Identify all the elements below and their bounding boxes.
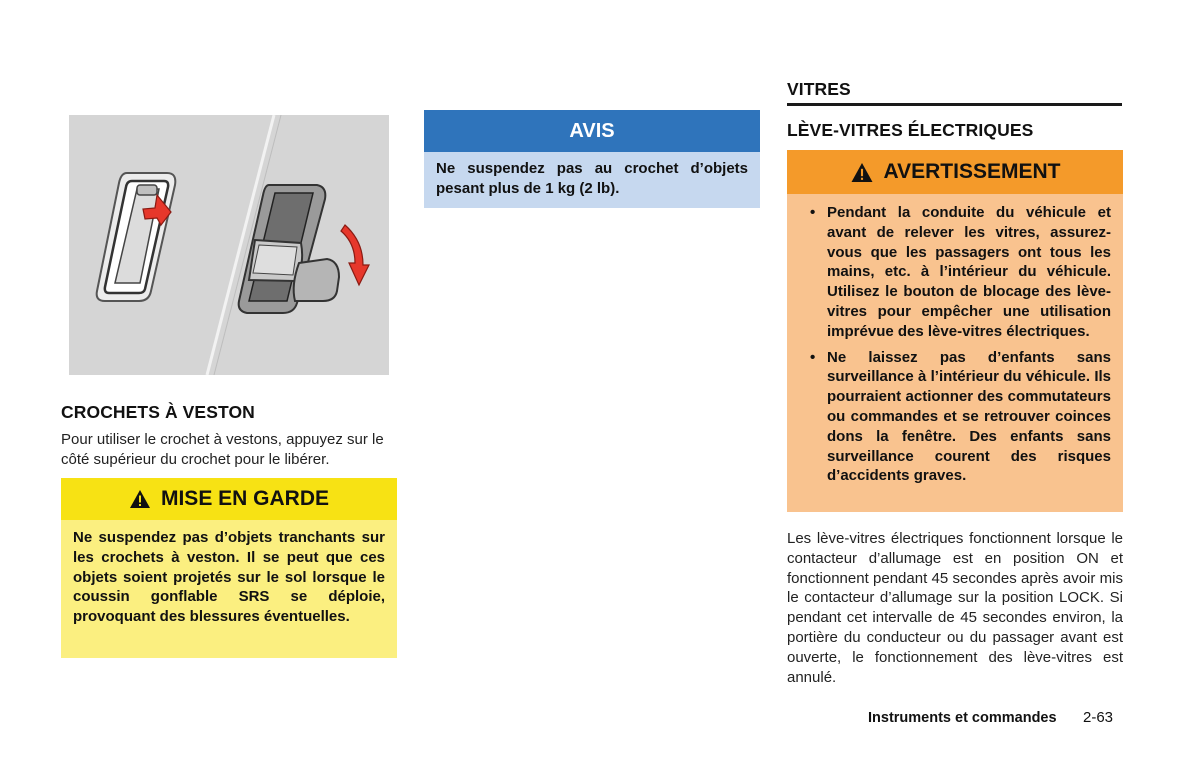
section-title-coat-hooks: CROCHETS À VESTON	[61, 402, 255, 422]
section-rule	[787, 103, 1122, 106]
subsection-title-power-windows: LÈVE-VITRES ÉLECTRIQUES	[787, 120, 1034, 140]
warning-triangle-icon	[850, 162, 874, 183]
warning-list	[799, 203, 1111, 486]
caution-text: Ne suspendez pas d’objets tranchants sur les crochets à veston. Il se peut que ces objets soient projetés sur le sol lorsque le coussin gonflable SRS se déploie, provoquant des blessures éventuelles.	[61, 520, 397, 658]
closed-hook-icon	[97, 173, 176, 301]
warning-triangle-icon	[129, 489, 151, 509]
notice-header	[424, 110, 760, 152]
section-title-windows: VITRES	[787, 79, 851, 99]
caution-title: MISE EN GARDE	[160, 487, 330, 510]
warning-text	[787, 194, 1123, 512]
coat-hook-illustration	[69, 115, 389, 375]
notice-title: AVIS	[569, 119, 615, 142]
coat-hook-instructions: Pour utiliser le crochet à vestons, appuyez sur le côté supérieur du crochet pour le libérer.	[61, 431, 384, 468]
notice-text: Ne suspendez pas au crochet d’objets pesant plus de 1 kg (2 lb).	[424, 152, 760, 208]
warning-title: AVERTISSEMENT	[883, 160, 1061, 183]
rotate-arrow-icon	[341, 225, 369, 285]
open-hook-icon	[239, 185, 339, 313]
coat-hook-drawing	[69, 115, 389, 375]
power-windows-description: Les lève-vitres électriques fonctionnent lorsque le contacteur d’allumage est en position ON et fonctionnent pendant 45 secondes après avoir mis le contacteur d’allumage sur la position LOCK. Si pendant cet intervalle de 45 secondes environ, la portière du conducteur ou du passager avant est ouverte, le fonctionnement des lève-vitres est annulé.	[787, 530, 1123, 686]
footer-chapter: Instruments et commandes	[868, 710, 1057, 726]
warning-header	[787, 150, 1123, 194]
warning-item: • Pendant la conduite du véhicule et avant de relever les vitres, assurez-vous que les passagers ont tous les mains, etc. à l’intérieur du véhicule. Utilisez le bouton de blocage des lève-vitres pour empêcher une utilisation imprévue des lève-vitres électriques.	[810, 204, 1111, 340]
caution-header	[61, 478, 397, 520]
page-number: 2-63	[1083, 709, 1114, 726]
warning-item: • Ne laissez pas d’enfants sans surveillance à l’intérieur du véhicule. Ils pourraient actionner des commutateurs ou commandes et se retrouver coinces dons la fenêtre. Des enfants sans surveillance courent des risques d’accidents graves.	[810, 348, 1111, 485]
